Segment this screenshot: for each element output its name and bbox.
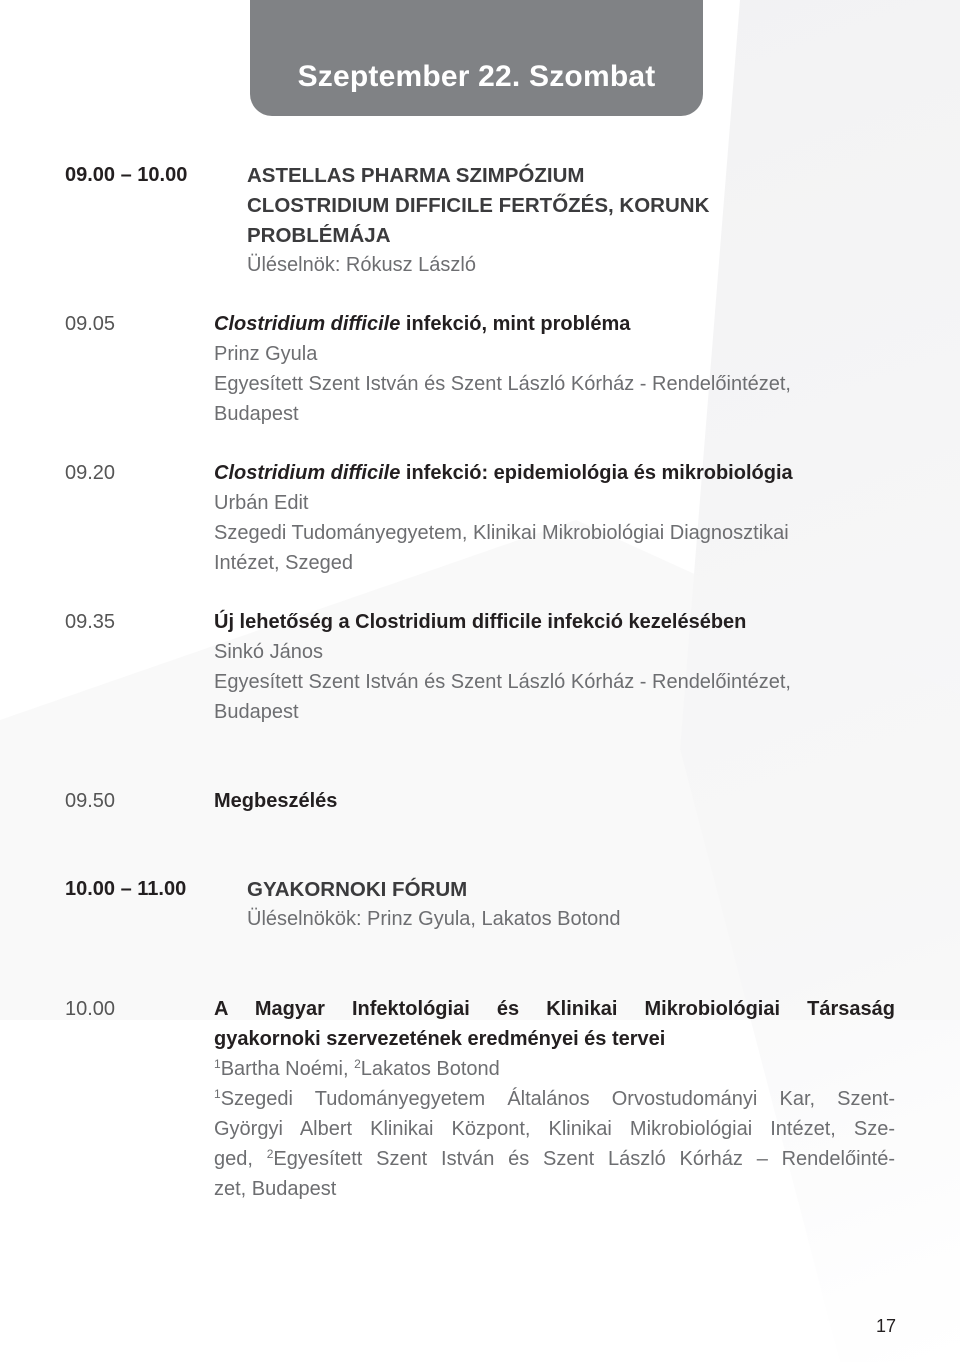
talk-time: 09.05 [65,313,116,335]
talk-title-rest: infekció, mint probléma [400,313,631,335]
talk-author: Sinkó János [214,641,323,663]
talk-affiliation-line: Budapest [214,701,299,723]
session-time: 09.00 – 10.00 [65,164,188,186]
session-chair: Üléselnök: Rókusz László [247,254,476,276]
talk-title: Megbeszélés [214,790,338,812]
superscript: 2 [354,1057,361,1071]
talk-author: Urbán Edit [214,492,309,514]
talk-title [214,462,793,485]
session-title-line: ASTELLAS PHARMA SZIMPÓZIUM [247,164,585,187]
talk-title-italic: Clostridium difficile [214,462,401,484]
talk-affiliation-line [214,1148,895,1171]
talk-title: Új lehetőség a Clostridium difficile infekció kezelésében [214,611,747,633]
talk-title-italic: Clostridium difficile [214,313,401,335]
affiliation-text: Szegedi Tudományegyetem Általános Orvostudományi Kar, Szent- [220,1088,895,1110]
talk-affiliation-line: Budapest [214,403,299,425]
affiliation-text: Egyesített Szent István és Szent László Kórház – Rendelőinté- [273,1148,895,1170]
author-name: Bartha Noémi, [220,1058,355,1080]
superscript: 1 [214,1087,221,1101]
session-title-line: PROBLÉMÁJA [247,224,391,247]
talk-time: 09.50 [65,790,116,812]
talk-affiliation-line: Egyesített Szent István és Szent László Kórház - Rendelőintézet, [214,373,791,395]
page-number: 17 [876,1316,897,1336]
talk-author: Prinz Gyula [214,343,318,365]
talk-time: 09.20 [65,462,116,484]
header-tab [250,0,703,116]
talk-affiliation-line: Intézet, Szeged [214,552,353,574]
talk-title-line: gyakornoki szervezetének eredményei és tervei [214,1028,666,1050]
session-title-line: CLOSTRIDIUM DIFFICILE FERTŐZÉS, KORUNK [247,194,710,217]
talk-affiliation-line: Györgyi Albert Klinikai Központ, Klinikai Mikrobiológiai Intézet, Sze- [214,1118,895,1140]
talk-authors [214,1058,500,1081]
page-title: Szeptember 22. Szombat [297,60,656,93]
talk-affiliation-line: zet, Budapest [214,1178,337,1200]
talk-time: 10.00 [65,998,116,1020]
superscript: 2 [266,1147,274,1161]
superscript: 1 [214,1057,221,1071]
talk-affiliation-line [214,1088,895,1111]
session-time: 10.00 – 11.00 [65,878,187,900]
talk-title-rest: infekció: epidemiológia és mikrobiológia [400,462,793,484]
author-name: Lakatos Botond [360,1058,500,1080]
talk-title-line: A Magyar Infektológiai és Klinikai Mikrobiológiai Társaság [214,998,895,1020]
affiliation-text: ged, [214,1148,267,1170]
talk-affiliation-line: Szegedi Tudományegyetem, Klinikai Mikrobiológiai Diagnosztikai [214,522,789,544]
session-title-line: GYAKORNOKI FÓRUM [247,878,468,901]
talk-time: 09.35 [65,611,116,633]
session-chair: Üléselnökök: Prinz Gyula, Lakatos Botond [247,908,621,930]
talk-title [214,313,630,336]
talk-affiliation-line: Egyesített Szent István és Szent László Kórház - Rendelőintézet, [214,671,791,693]
